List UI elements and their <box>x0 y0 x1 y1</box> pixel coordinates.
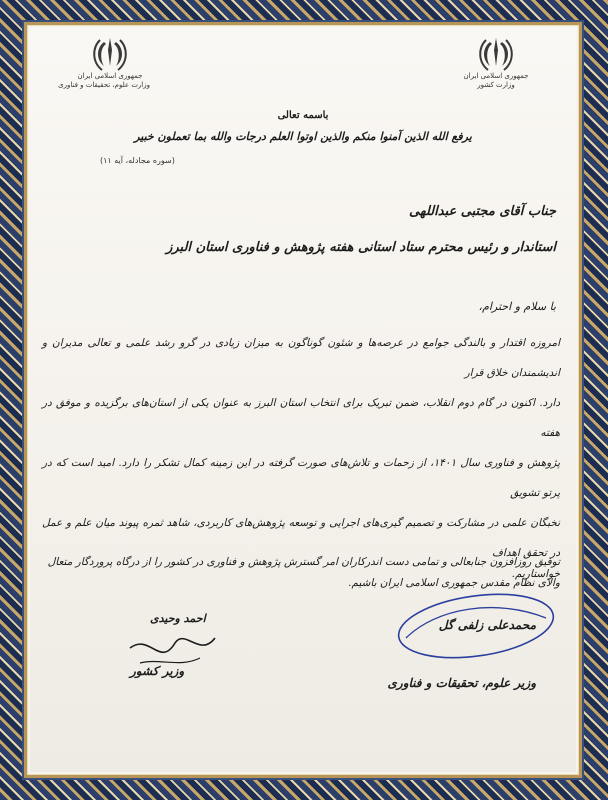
closing-line: توفیق روزافزون جنابعالی و تمامی دست اندرکاران امر گسترش پژوهش و فناوری در کشور را از درگاه پروردگار متعال خواستاریم. <box>47 556 560 580</box>
body-line: والای نظام مقدس جمهوری اسلامی ایران باشیم. <box>348 577 560 589</box>
greeting: با سلام و احترام، <box>478 300 556 313</box>
signer-name-right: محمدعلی زلفی گل <box>438 618 536 632</box>
letter-paper <box>30 28 576 772</box>
invocation: باسمه تعالی <box>277 110 329 121</box>
body-line: نخبگان علمی در مشارکت و تصمیم گیری‌های اجرایی و توسعه پژوهش‌های کاربردی، شاهد ثمره پیوند میان علم و عمل در تحقق اهداف <box>42 517 560 559</box>
header-country: جمهوری اسلامی ایران <box>463 72 529 80</box>
verse-reference: (سوره مجادله، آیه ۱۱) <box>100 156 175 165</box>
signer-title-left: وزیر کشور <box>130 664 185 678</box>
science-ministry-header <box>58 36 150 90</box>
addressee-title: استاندار و رئیس محترم ستاد استانی هفته پژوهش و فناوری استان البرز <box>166 240 556 255</box>
body-line: پژوهش و فناوری سال ۱۴۰۱، از زحمات و تلاش‌های صورت گرفته در این زمینه کمال تشکر را دارد. امید است که در پرتو تشویق <box>42 457 560 499</box>
iran-emblem-icon <box>90 36 130 72</box>
body-line: امروزه اقتدار و بالندگی جوامع در عرصه‌ها و شئون گوناگون به میزان زیادی در گرو رشد علمی و تعالی مدیران و اندیشمندان خلاق قرار <box>42 337 560 379</box>
addressee-name: جناب آقای مجتبی عبداللهی <box>409 204 556 219</box>
iran-emblem-icon <box>476 36 516 72</box>
quran-verse: یرفع الله الذین آمنوا منکم والذین اوتوا العلم درجات والله بما تعملون خبیر <box>134 130 472 143</box>
interior-ministry-header <box>456 36 536 90</box>
header-ministry: وزارت کشور <box>477 81 515 89</box>
signer-name-left: احمد وحیدی <box>150 612 206 625</box>
header-country: جمهوری اسلامی ایران <box>77 72 143 80</box>
body-line: دارد. اکنون در گام دوم انقلاب، ضمن تبریک برای انتخاب استان البرز به عنوان یکی از استان‌های برگزیده و موفق در هفته <box>42 397 560 439</box>
signer-title-right: وزیر علوم، تحقیقات و فناوری <box>387 676 536 690</box>
header-ministry: وزارت علوم، تحقیقات و فناوری <box>58 81 150 89</box>
